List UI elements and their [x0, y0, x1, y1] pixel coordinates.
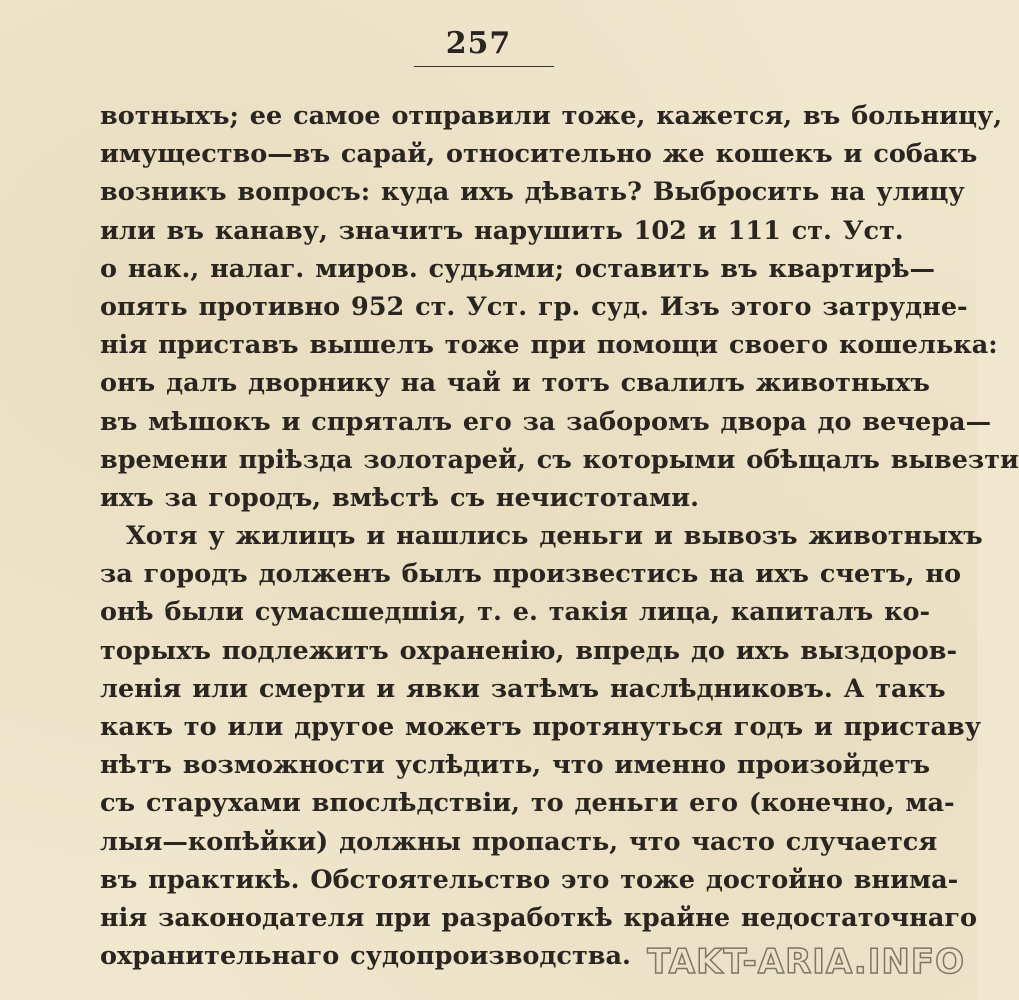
text-line: нія законодателя при разработкѣ крайне недостаточнаго: [100, 902, 977, 933]
text-line: времени пріѣзда золотарей, съ которыми обѣщалъ вывезти: [100, 444, 1019, 475]
text-line: возникъ вопросъ: куда ихъ дѣвать? Выбросить на улицу: [100, 177, 965, 208]
text-line: въ мѣшокъ и спряталъ его за заборомъ двора до вечера—: [100, 406, 992, 437]
body-text: [100, 97, 1019, 975]
text-line: лыя—копѣйки) должны пропасть, что часто случается: [100, 826, 938, 857]
text-line: или въ канаву, значитъ нарушить 102 и 111 ст. Уст.: [100, 215, 904, 246]
text-line: онъ далъ дворнику на чай и тотъ свалилъ животныхъ: [100, 368, 930, 399]
text-line: торыхъ подлежитъ охраненію, впредь до ихъ выздоров-: [100, 635, 958, 666]
text-line: ихъ за городъ, вмѣстѣ съ нечистотами.: [100, 482, 699, 513]
watermark-text: TAKT-ARIA.INFO: [647, 942, 965, 982]
header-rule: [414, 66, 554, 67]
text-line: охранительнаго судопроизводства.: [100, 941, 631, 972]
text-line: съ старухами впослѣдствіи, то деньги его (конечно, ма-: [100, 788, 955, 819]
text-line: нѣтъ возможности услѣдить, что именно произойдетъ: [100, 750, 931, 781]
text-line: ленія или смерти и явки затѣмъ наслѣдниковъ. А такъ: [100, 673, 946, 704]
text-line: за городъ долженъ былъ произвестись на ихъ счетъ, но: [100, 559, 962, 590]
paragraph-2: [100, 517, 983, 975]
text-line: въ практикѣ. Обстоятельство это тоже достойно внима-: [100, 864, 959, 895]
text-line: вотныхъ; ее самое отправили тоже, кажется, въ больницу,: [100, 101, 1003, 131]
text-line: опять противно 952 ст. Уст. гр. суд. Изъ этого затрудне-: [100, 291, 968, 322]
text-line: о нак., налаг. миров. судьями; оставить въ квартирѣ—: [100, 253, 936, 284]
page-number: 257: [445, 26, 512, 61]
paragraph-1: [100, 97, 1019, 517]
text-line: какъ то или другое можетъ протянуться годъ и приставу: [100, 712, 982, 742]
text-line: имущество—въ сарай, относительно же кошекъ и собакъ: [100, 139, 978, 170]
text-line: Хотя у жилицъ и нашлись деньги и вывозъ животныхъ: [126, 521, 983, 552]
text-line: онѣ были сумасшедшія, т. е. такія лица, капиталъ ко-: [100, 597, 931, 628]
text-line: нія приставъ вышелъ тоже при помощи своего кошелька:: [100, 330, 998, 361]
